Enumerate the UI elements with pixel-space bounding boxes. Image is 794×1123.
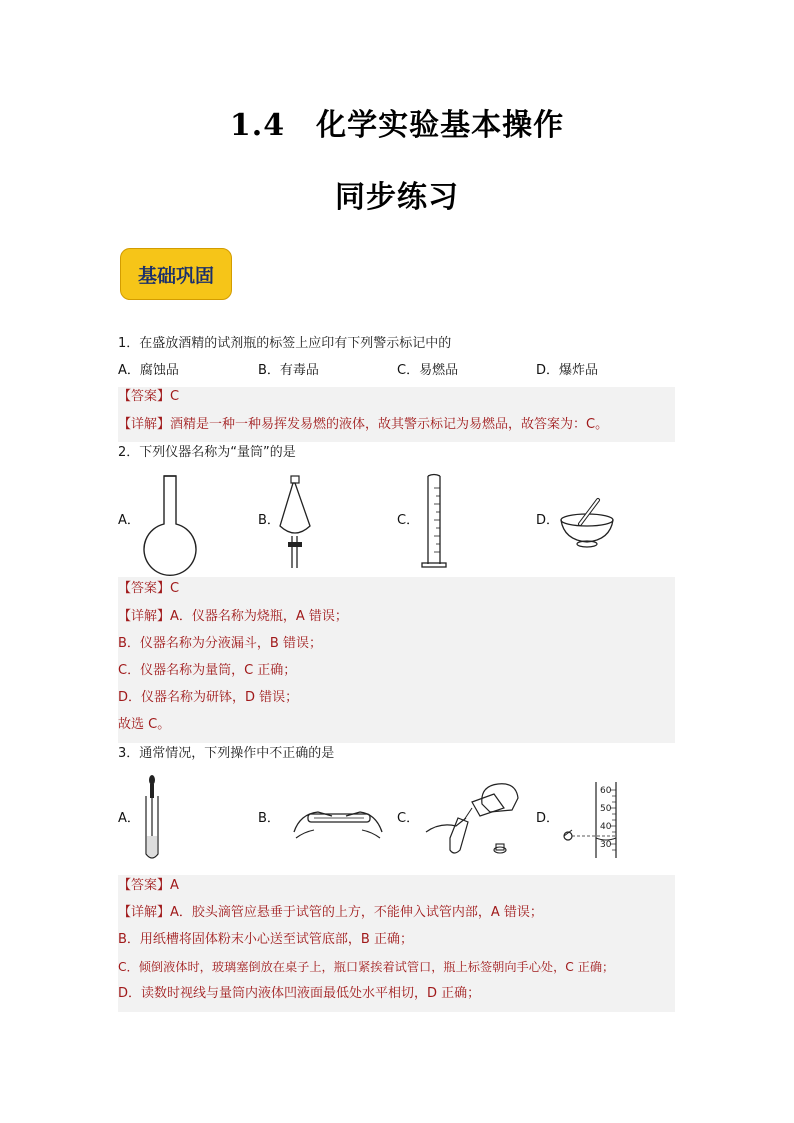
q3-detail-line: C．倾倒液体时，玻璃塞倒放在桌子上，瓶口紧挨着试管口，瓶上标签朝向手心处，C 正确；	[118, 960, 615, 974]
answer-value: C	[170, 581, 180, 596]
q2-detail-line: D．仪器名称为研钵，D 错误；	[118, 690, 299, 705]
q3-label-b: B．	[258, 811, 280, 826]
page-title: 1.4 化学实验基本操作	[229, 108, 565, 143]
q3-detail-line: D．读数时视线与量筒内液体凹液面最低处水平相切，D 正确；	[118, 986, 481, 1001]
detail-text: A．仪器名称为烧瓶，A 错误；	[170, 609, 348, 624]
q2-answer-row	[118, 580, 179, 598]
dropper-in-tube-image	[140, 774, 164, 862]
q3-stem: 3．通常情况，下列操作中不正确的是	[118, 746, 335, 761]
q1-option-b: B．有毒品	[258, 363, 319, 378]
q3-detail-line: B．用纸槽将固体粉末小心送至试管底部，B 正确；	[118, 932, 413, 947]
paper-trough-hands-image	[290, 792, 386, 844]
q3-detail-row	[118, 904, 543, 922]
q2-detail-line: 故选 C。	[118, 717, 171, 732]
q1-option-c: C．易燃品	[397, 363, 459, 378]
detail-text: A．胶头滴管应悬垂于试管的上方，不能伸入试管内部，A 错误；	[170, 905, 543, 920]
q3-label-a: A．	[118, 811, 140, 826]
section-badge: 基础巩固	[120, 248, 232, 300]
q2-label-c: C．	[397, 513, 420, 528]
separatory-funnel-image	[276, 474, 316, 570]
round-bottom-flask-image	[140, 474, 200, 569]
q2-label-a: A．	[118, 513, 140, 528]
tick-label: 40	[600, 822, 612, 832]
tick-label: 30	[600, 840, 612, 850]
q2-label-b: B．	[258, 513, 280, 528]
q2-detail-line: C．仪器名称为量筒，C 正确；	[118, 663, 297, 678]
detail-tag: 【详解】	[118, 417, 171, 432]
q3-label-d: D．	[536, 811, 560, 826]
answer-value: A	[170, 878, 179, 893]
tick-label: 50	[600, 804, 612, 814]
answer-tag: 【答案】	[118, 581, 171, 596]
q2-label-d: D．	[536, 513, 560, 528]
q2-stem: 2．下列仪器名称为“量筒”的是	[118, 445, 296, 460]
detail-text: 酒精是一种一种易挥发易燃的液体，故其警示标记为易燃品，故答案为：C。	[170, 417, 609, 432]
q2-answer-box	[118, 577, 675, 743]
mortar-pestle-image	[560, 490, 620, 550]
q1-option-a: A．腐蚀品	[118, 363, 179, 378]
answer-value: C	[170, 389, 180, 404]
pouring-liquid-image	[420, 778, 526, 860]
tick-label: 60	[600, 786, 612, 796]
detail-tag: 【详解】	[118, 609, 171, 624]
q1-option-d: D．爆炸品	[536, 363, 599, 378]
reading-cylinder-image	[562, 780, 626, 860]
q3-label-c: C．	[397, 811, 420, 826]
q2-detail-row	[118, 608, 348, 626]
q3-answer-box	[118, 875, 675, 1012]
q1-stem: 1．在盛放酒精的试剂瓶的标签上应印有下列警示标记中的	[118, 336, 452, 351]
q1-detail-row	[118, 416, 608, 434]
q2-detail-line: B．仪器名称为分液漏斗，B 错误；	[118, 636, 322, 651]
answer-tag: 【答案】	[118, 389, 171, 404]
q1-answer-row	[118, 388, 179, 406]
answer-tag: 【答案】	[118, 878, 171, 893]
detail-tag: 【详解】	[118, 905, 171, 920]
graduated-cylinder-image	[420, 474, 450, 570]
page-subtitle: 同步练习	[335, 180, 459, 215]
q1-answer-box	[118, 387, 675, 442]
q3-answer-row	[118, 877, 179, 895]
